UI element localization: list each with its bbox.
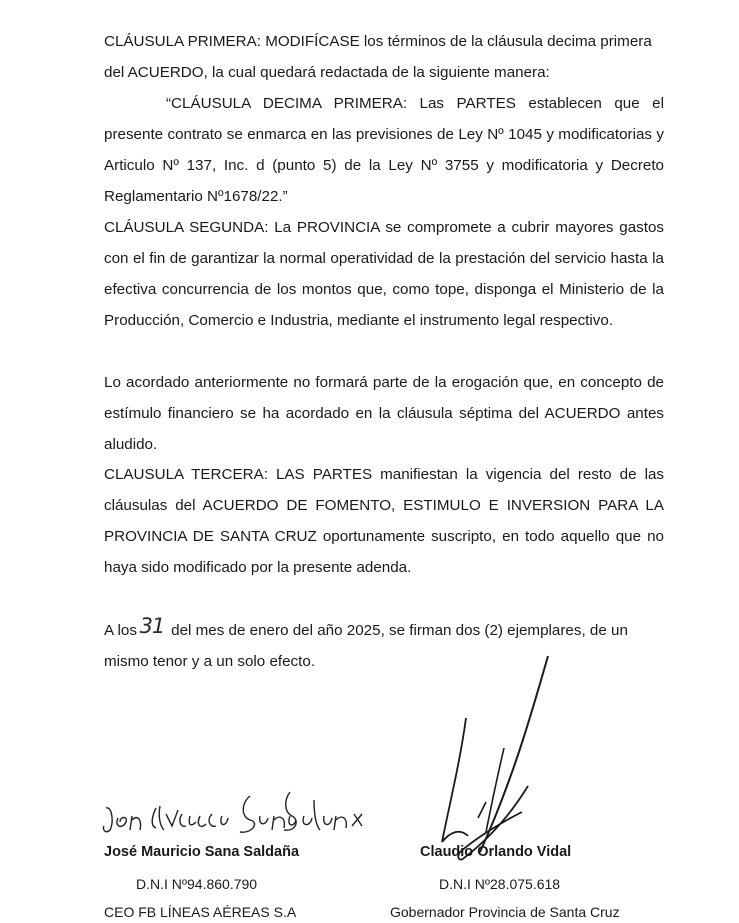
signing-statement — [104, 611, 664, 677]
signatory-right-role: Gobernador Provincia de Santa Cruz — [390, 904, 620, 920]
clause-one-quote — [104, 88, 664, 212]
signatory-left-name: José Mauricio Sana Saldaña — [104, 844, 300, 860]
signing-suffix: del mes de enero del año 2025, se firman dos (2) ejemplares, de un mismo tenor y a un solo efecto. — [104, 622, 628, 670]
signatory-right-name: Claudio Orlando Vidal — [420, 844, 572, 860]
signatory-left-role: CEO FB LÍNEAS AÉREAS S.A — [104, 904, 297, 920]
clause-two: CLÁUSULA SEGUNDA: La PROVINCIA se compromete a cubrir mayores gastos con el fin de garantizar la normal operatividad de la prestación del servicio hasta la efectiva concurrencia de los montos que, como tope, disponga el Ministerio de la Producción, Comercio e Industria, mediante el instrumento legal respectivo. — [104, 219, 664, 329]
signatory-right-dni: D.N.I Nº28.075.618 — [439, 876, 561, 892]
clause-three: CLAUSULA TERCERA: LAS PARTES manifiestan la vigencia del resto de las cláusulas del ACUERDO DE FOMENTO, ESTIMULO E INVERSION PARA LA PROVINCIA DE SANTA CRUZ oportunamente suscripto, en todo aquello que no haya sido modificado por la presente adenda. — [104, 466, 664, 576]
signatory-left-dni: D.N.I Nº94.860.790 — [136, 876, 258, 892]
signature-right — [420, 652, 560, 867]
clause-one-intro: CLÁUSULA PRIMERA: MODIFÍCASE los términos de la cláusula decima primera del ACUERDO, la cual quedará redactada de la siguiente manera: — [104, 33, 652, 81]
signature-left — [100, 786, 370, 846]
handwritten-day: 31 — [139, 614, 165, 638]
clause-two-note: Lo acordado anteriormente no formará parte de la erogación que, en concepto de estímulo financiero se ha acordado en la cláusula séptima del ACUERDO antes aludido. — [104, 374, 664, 453]
signing-prefix: A los — [104, 622, 137, 639]
clause-one-quote-text: “CLÁUSULA DECIMA PRIMERA: Las PARTES establecen que el presente contrato se enmarca en las previsiones de Ley Nº 1045 y modificatorias y Articulo Nº 137, Inc. d (punto 5) de la Ley Nº 3755 y modificatoria y Decreto Reglamentario Nº1678/22.” — [104, 95, 664, 205]
